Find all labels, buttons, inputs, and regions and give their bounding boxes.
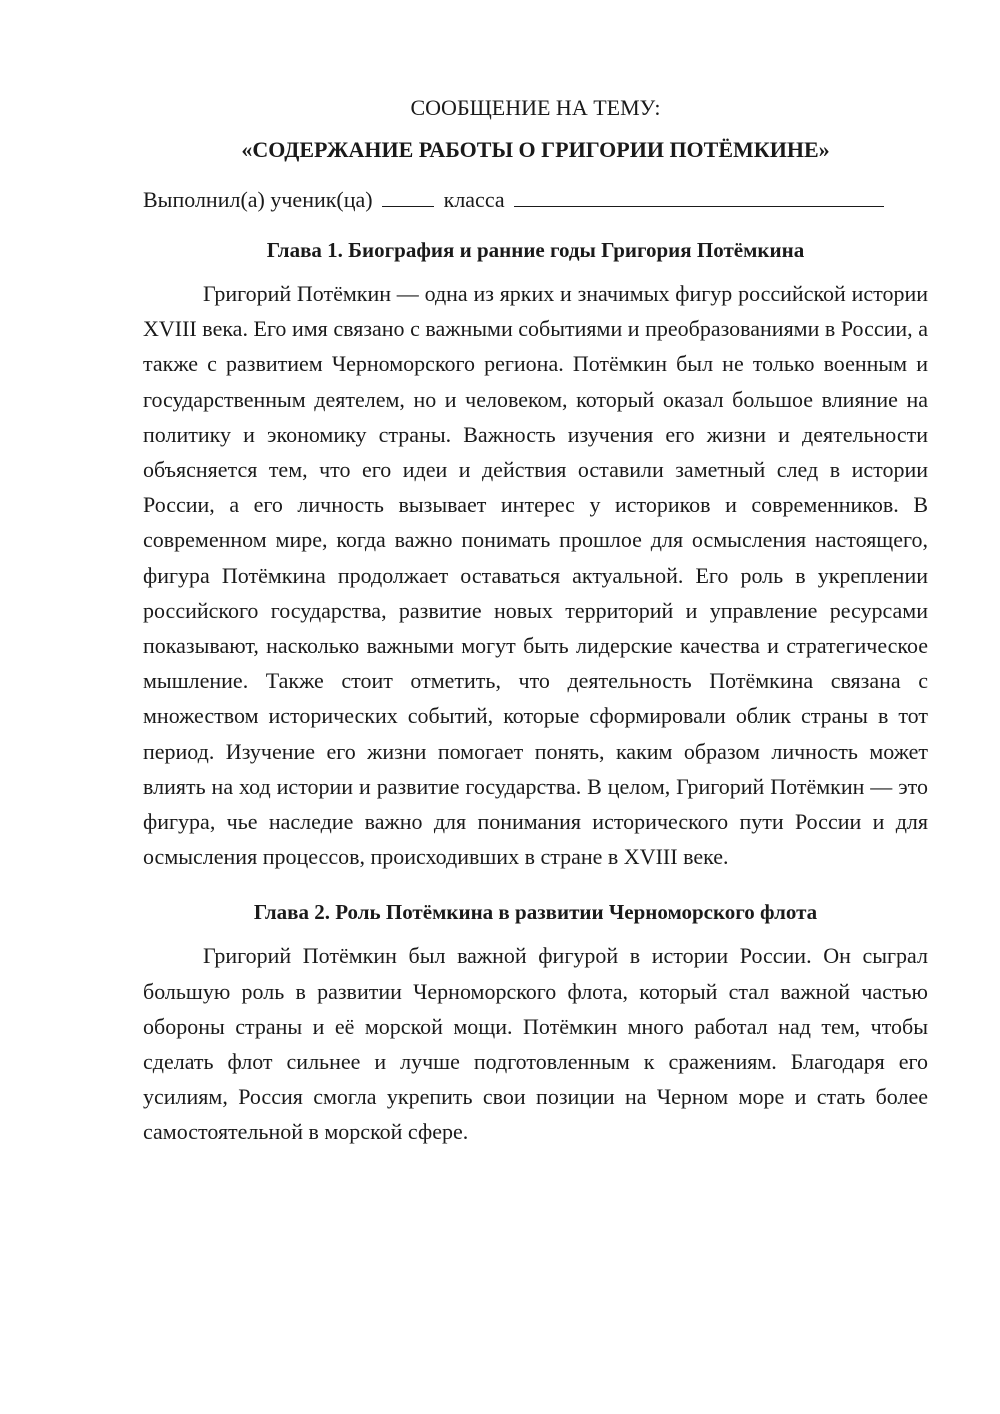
author-line — [143, 182, 928, 218]
student-name-blank — [514, 182, 884, 207]
class-number-blank — [382, 182, 434, 207]
chapter-1-title: Глава 1. Биография и ранние годы Григория Потёмкина — [266, 238, 805, 262]
chapter-2-title: Глава 2. Роль Потёмкина в развитии Черноморского флота — [253, 900, 818, 925]
author-class-word: класса — [443, 187, 505, 212]
chapter-1-text: Григорий Потёмкин — одна из ярких и значимых фигур российской истории XVIII века. Его имя связано с важными событиями и преобразованиями в России, а также с развитием Черноморского региона. Потёмкин был не только военным и государственным деятелем, но и человеком, который оказал большое влияние на политику и экономику страны. Важность изучения его жизни и деятельности объясняется тем, что его идеи и действия оставили заметный след в истории России, а его личность вызывает интерес у историков и современников. В современном мире, когда важно понимать прошлое для осмысления настоящего, фигура Потёмкина продолжает оставаться актуальной. Его роль в укреплении российского государства, развитие новых территорий и управление ресурсами показывают, насколько важными могут быть лидерские качества и стратегическое мышление. Также стоит отметить, что деятельность Потёмкина связана с множеством исторических событий, которые сформировали облик страны в тот период. Изучение его жизни помогает понять, каким образом личность может влиять на ход истории и развитие государства. В целом, Григорий Потёмкин — это фигура, чье наследие важно для понимания исторического пути России и для осмысления процессов, происходивших в стране в XVIII веке. — [143, 281, 928, 870]
report-topic-title: «СОДЕРЖАНИЕ РАБОТЫ О ГРИГОРИИ ПОТЁМКИНЕ» — [241, 137, 830, 162]
document-page — [143, 90, 928, 1150]
report-heading: СООБЩЕНИЕ НА ТЕМУ: — [410, 95, 661, 120]
chapter-2-text: Григорий Потёмкин был важной фигурой в истории России. Он сыграл большую роль в развитии Черноморского флота, который стал важной частью обороны страны и её морской мощи. Потёмкин много работал над тем, чтобы сделать флот сильнее и лучше подготовленным к сражениям. Благодаря его усилиям, Россия смогла укрепить свои позиции на Черном море и стать более самостоятельной в морской сфере. — [143, 943, 928, 1145]
author-prefix: Выполнил(а) ученик(ца) — [143, 187, 373, 212]
